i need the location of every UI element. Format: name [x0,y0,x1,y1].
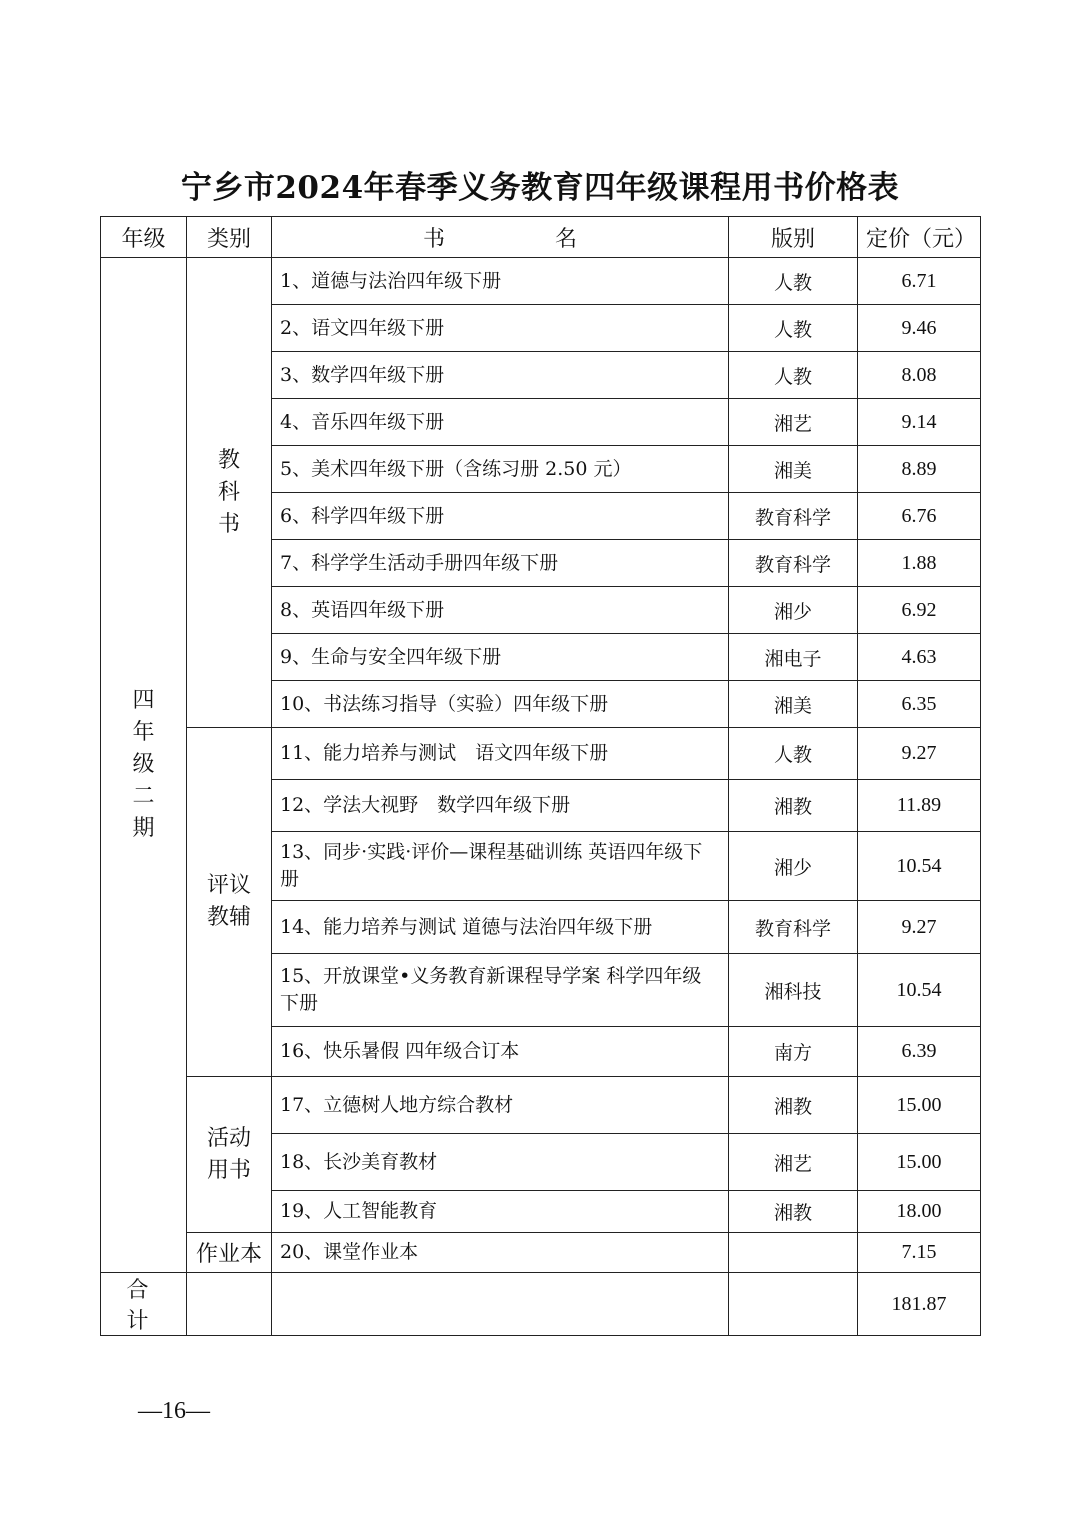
header-row [101,217,981,258]
book-price: 9.14 [858,399,981,446]
book-edition: 湘美 [729,446,858,493]
book-name: 5、美术四年级下册（含练习册 2.50 元） [272,446,729,493]
book-name: 6、科学四年级下册 [272,493,729,540]
total-empty-name [272,1273,729,1336]
book-edition: 人教 [729,258,858,305]
book-edition: 湘教 [729,780,858,832]
book-name: 16、快乐暑假 四年级合订本 [272,1027,729,1077]
book-name: 7、科学学生活动手册四年级下册 [272,540,729,587]
category-label-activity: 活动用书 [206,1125,251,1183]
book-price: 7.15 [858,1233,981,1273]
book-edition: 教育科学 [729,493,858,540]
book-edition [729,1233,858,1273]
document-title: 宁乡市2024年春季义务教育四年级课程用书价格表 [180,170,900,206]
book-name: 4、音乐四年级下册 [272,399,729,446]
table-row [101,258,981,305]
price-table [100,216,981,1336]
total-price: 181.87 [858,1273,981,1336]
book-name: 13、同步·实践·评价—课程基础训练 英语四年级下册 [272,832,729,901]
book-name: 2、语文四年级下册 [272,305,729,352]
book-price: 9.27 [858,728,981,780]
category-cell-homework: 作业本 [187,1233,272,1273]
book-name: 14、能力培养与测试 道德与法治四年级下册 [272,901,729,954]
category-label-review: 评议教辅 [206,873,251,930]
book-price: 15.00 [858,1077,981,1134]
book-edition: 湘教 [729,1077,858,1134]
book-name: 3、数学四年级下册 [272,352,729,399]
book-price: 18.00 [858,1191,981,1233]
table-row [101,1233,981,1273]
book-edition: 人教 [729,305,858,352]
book-price: 6.76 [858,493,981,540]
total-empty-edition [729,1273,858,1336]
page-number: —16— [138,1398,210,1424]
book-edition: 湘教 [729,1191,858,1233]
header-price: 定价（元） [858,217,981,258]
book-edition: 教育科学 [729,540,858,587]
book-name: 1、道德与法治四年级下册 [272,258,729,305]
book-price: 1.88 [858,540,981,587]
category-label-textbook: 教科书 [217,447,240,537]
category-cell-review [187,728,272,1077]
book-edition: 人教 [729,352,858,399]
total-label: 合 计 [101,1273,187,1336]
book-name: 15、开放课堂•义务教育新课程导学案 科学四年级下册 [272,954,729,1027]
book-name: 10、书法练习指导（实验）四年级下册 [272,681,729,728]
book-edition: 湘艺 [729,1134,858,1191]
book-price: 10.54 [858,954,981,1027]
book-price: 6.35 [858,681,981,728]
book-price: 10.54 [858,832,981,901]
book-price: 6.92 [858,587,981,634]
book-edition: 湘艺 [729,399,858,446]
book-price: 4.63 [858,634,981,681]
book-price: 8.08 [858,352,981,399]
book-name: 19、人工智能教育 [272,1191,729,1233]
book-edition: 南方 [729,1027,858,1077]
book-edition: 湘电子 [729,634,858,681]
header-category: 类别 [187,217,272,258]
book-price: 9.46 [858,305,981,352]
book-edition: 湘少 [729,587,858,634]
book-edition: 湘科技 [729,954,858,1027]
book-price: 8.89 [858,446,981,493]
book-price: 6.39 [858,1027,981,1077]
book-edition: 人教 [729,728,858,780]
grade-label: 四年级二期 [132,688,155,841]
header-book-name: 书 名 [272,217,729,258]
book-name: 8、英语四年级下册 [272,587,729,634]
category-cell-activity [187,1077,272,1233]
header-grade: 年级 [101,217,187,258]
book-name: 18、长沙美育教材 [272,1134,729,1191]
total-row [101,1273,981,1336]
book-name: 17、立德树人地方综合教材 [272,1077,729,1134]
book-name: 20、课堂作业本 [272,1233,729,1273]
grade-cell [101,258,187,1273]
book-edition: 教育科学 [729,901,858,954]
book-name: 12、学法大视野 数学四年级下册 [272,780,729,832]
category-cell-textbook [187,258,272,728]
table-row [101,728,981,780]
total-empty-category [187,1273,272,1336]
book-price: 6.71 [858,258,981,305]
book-price: 11.89 [858,780,981,832]
book-name: 9、生命与安全四年级下册 [272,634,729,681]
book-price: 15.00 [858,1134,981,1191]
book-price: 9.27 [858,901,981,954]
book-edition: 湘美 [729,681,858,728]
header-edition: 版别 [729,217,858,258]
table-row [101,1077,981,1134]
book-name: 11、能力培养与测试 语文四年级下册 [272,728,729,780]
book-edition: 湘少 [729,832,858,901]
